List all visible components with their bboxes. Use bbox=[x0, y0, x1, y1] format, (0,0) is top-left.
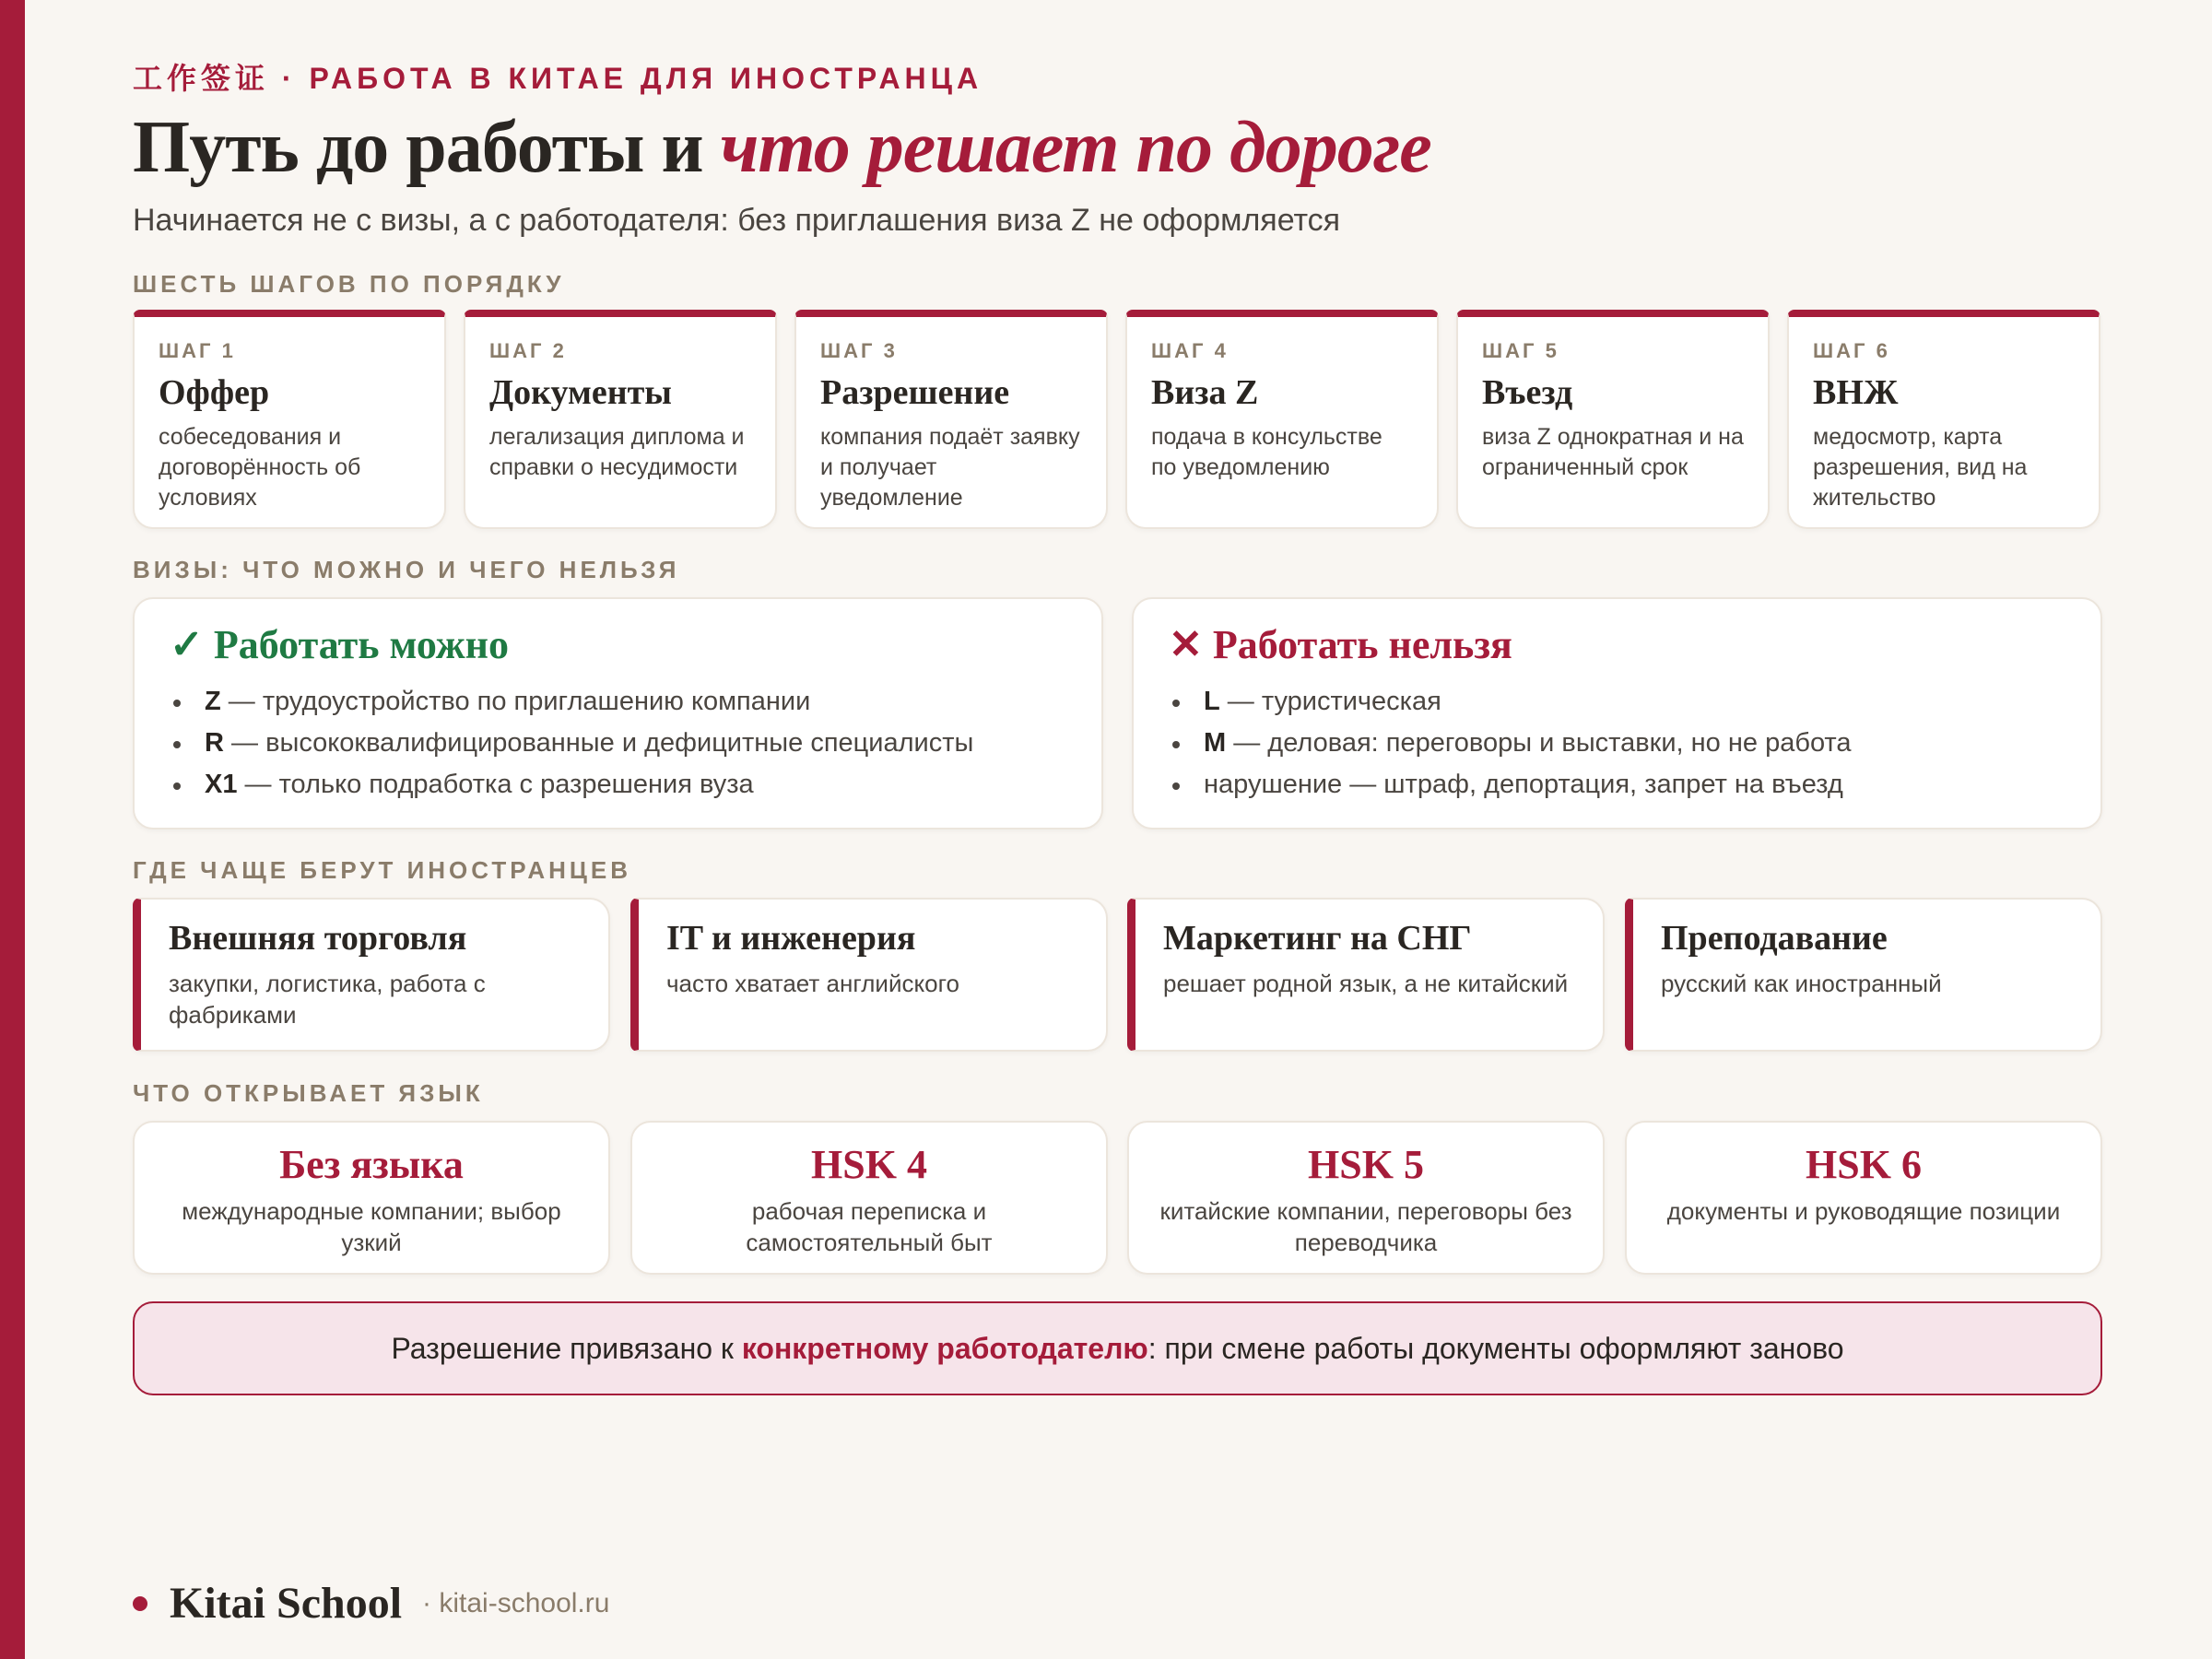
level-description: китайские компании, переговоры без переводчика bbox=[1159, 1197, 1572, 1256]
sectors-section-label: ГДЕ ЧАЩЕ БЕРУТ ИНОСТРАНЦЕВ bbox=[133, 856, 632, 884]
visa-forbidden-title: Работать нельзя bbox=[1212, 622, 1512, 667]
step-description: виза Z однократная и на ограниченный срок bbox=[1482, 424, 1744, 480]
sector-card-1 bbox=[133, 898, 610, 1052]
title-accent: что решает по дороге bbox=[720, 107, 1431, 188]
visa-allowed-card bbox=[133, 597, 1103, 830]
level-card-3 bbox=[1127, 1121, 1605, 1275]
step-card-4 bbox=[1125, 310, 1439, 529]
sector-card-4 bbox=[1625, 898, 2102, 1052]
list-item bbox=[170, 723, 1066, 764]
step-number: ШАГ 4 bbox=[1151, 339, 1229, 362]
list-item bbox=[1169, 681, 2065, 723]
visa-text: — только подработка с разрешения вуза bbox=[237, 770, 754, 799]
list-item bbox=[170, 764, 1066, 806]
step-name: Разрешение bbox=[820, 373, 1010, 412]
brand-dot-icon bbox=[133, 1596, 147, 1611]
levels-section-label: ЧТО ОТКРЫВАЕТ ЯЗЫК bbox=[133, 1079, 484, 1107]
note-text-after: : при смене работы документы оформляют заново bbox=[1147, 1331, 1844, 1365]
note-text-before: Разрешение привязано к bbox=[391, 1331, 742, 1365]
step-card-1 bbox=[133, 310, 446, 529]
level-card-2 bbox=[630, 1121, 1108, 1275]
level-card-1 bbox=[133, 1121, 610, 1275]
visa-forbidden-list bbox=[1169, 681, 2065, 806]
sector-name: IT и инженерия bbox=[666, 919, 916, 958]
sector-description: закупки, логистика, работа с фабриками bbox=[169, 970, 486, 1029]
step-name: Въезд bbox=[1482, 373, 1573, 412]
subtitle: Начинается не с визы, а с работодателя: без приглашения виза Z не оформляется bbox=[133, 203, 1341, 238]
level-name: Без языка bbox=[279, 1142, 464, 1187]
note-emphasis: конкретному работодателю bbox=[741, 1331, 1148, 1365]
step-card-5 bbox=[1456, 310, 1770, 529]
page-title bbox=[133, 106, 1431, 190]
step-description: медосмотр, карта разрешения, вид на жительство bbox=[1813, 424, 2028, 511]
visa-allowed-list bbox=[170, 681, 1066, 806]
list-item bbox=[170, 681, 1066, 723]
left-accent-bar bbox=[0, 0, 25, 1659]
step-number: ШАГ 1 bbox=[159, 339, 236, 362]
step-description: подача в консульстве по уведомлению bbox=[1151, 424, 1382, 480]
visa-allowed-heading bbox=[170, 621, 1066, 668]
level-card-4 bbox=[1625, 1121, 2102, 1275]
step-card-3 bbox=[794, 310, 1108, 529]
step-description: легализация диплома и справки о несудимости bbox=[489, 424, 745, 480]
visa-text: — туристическая bbox=[1219, 687, 1441, 716]
sector-description: часто хватает английского bbox=[666, 970, 959, 997]
visa-text: — деловая: переговоры и выставки, но не работа bbox=[1226, 728, 1852, 758]
title-main: Путь до работы и bbox=[133, 107, 721, 188]
visa-text: нарушение — штраф, депортация, запрет на въезд bbox=[1204, 770, 1843, 799]
step-name: Виза Z bbox=[1151, 373, 1259, 412]
level-description: рабочая переписка и самостоятельный быт bbox=[746, 1197, 993, 1256]
visa-forbidden-heading bbox=[1169, 621, 2065, 668]
step-card-2 bbox=[464, 310, 777, 529]
step-description: компания подаёт заявку и получает уведомление bbox=[820, 424, 1080, 511]
list-item bbox=[1169, 764, 2065, 806]
step-name: Документы bbox=[489, 373, 672, 412]
steps-section-label: ШЕСТЬ ШАГОВ ПО ПОРЯДКУ bbox=[133, 270, 565, 298]
sector-card-3 bbox=[1127, 898, 1605, 1052]
sector-description: решает родной язык, а не китайский bbox=[1163, 970, 1569, 997]
step-description: собеседования и договорённость об условиях bbox=[159, 424, 361, 511]
level-name: HSK 5 bbox=[1308, 1142, 1424, 1187]
sector-name: Внешняя торговля bbox=[169, 919, 467, 958]
visa-code: R bbox=[205, 728, 224, 758]
sector-description: русский как иностранный bbox=[1661, 970, 1942, 997]
level-description: международные компании; выбор узкий bbox=[182, 1197, 561, 1256]
visas-section-label: ВИЗЫ: ЧТО МОЖНО И ЧЕГО НЕЛЬЗЯ bbox=[133, 556, 680, 583]
visa-code: M bbox=[1204, 728, 1227, 758]
sector-name: Преподавание bbox=[1661, 919, 1888, 958]
visa-code: L bbox=[1204, 687, 1220, 716]
visa-text: — трудоустройство по приглашению компании bbox=[220, 687, 811, 716]
visa-code: X1 bbox=[205, 770, 238, 799]
visa-code: Z bbox=[205, 687, 221, 716]
visa-forbidden-card bbox=[1132, 597, 2102, 830]
step-number: ШАГ 6 bbox=[1813, 339, 1890, 362]
visa-allowed-title: Работать можно bbox=[213, 622, 510, 667]
check-icon: ✓ bbox=[170, 622, 204, 667]
step-number: ШАГ 2 bbox=[489, 339, 567, 362]
level-description: документы и руководящие позиции bbox=[1666, 1197, 2061, 1225]
level-name: HSK 6 bbox=[1806, 1142, 1922, 1187]
step-name: Оффер bbox=[159, 373, 270, 412]
employer-note bbox=[133, 1301, 2102, 1395]
step-card-6 bbox=[1787, 310, 2100, 529]
footer bbox=[133, 1578, 609, 1629]
level-name: HSK 4 bbox=[811, 1142, 927, 1187]
step-name: ВНЖ bbox=[1813, 373, 1899, 412]
brand-url: · kitai-school.ru bbox=[422, 1587, 610, 1618]
list-item bbox=[1169, 723, 2065, 764]
step-number: ШАГ 5 bbox=[1482, 339, 1559, 362]
kicker: 工作签证 · РАБОТА В КИТАЕ ДЛЯ ИНОСТРАНЦА bbox=[133, 62, 983, 95]
sector-card-2 bbox=[630, 898, 1108, 1052]
visa-text: — высококвалифицированные и дефицитные специалисты bbox=[223, 728, 974, 758]
step-number: ШАГ 3 bbox=[820, 339, 898, 362]
sector-name: Маркетинг на СНГ bbox=[1163, 919, 1472, 958]
cross-icon: ✕ bbox=[1169, 622, 1203, 667]
brand-name: Kitai School bbox=[170, 1579, 403, 1628]
